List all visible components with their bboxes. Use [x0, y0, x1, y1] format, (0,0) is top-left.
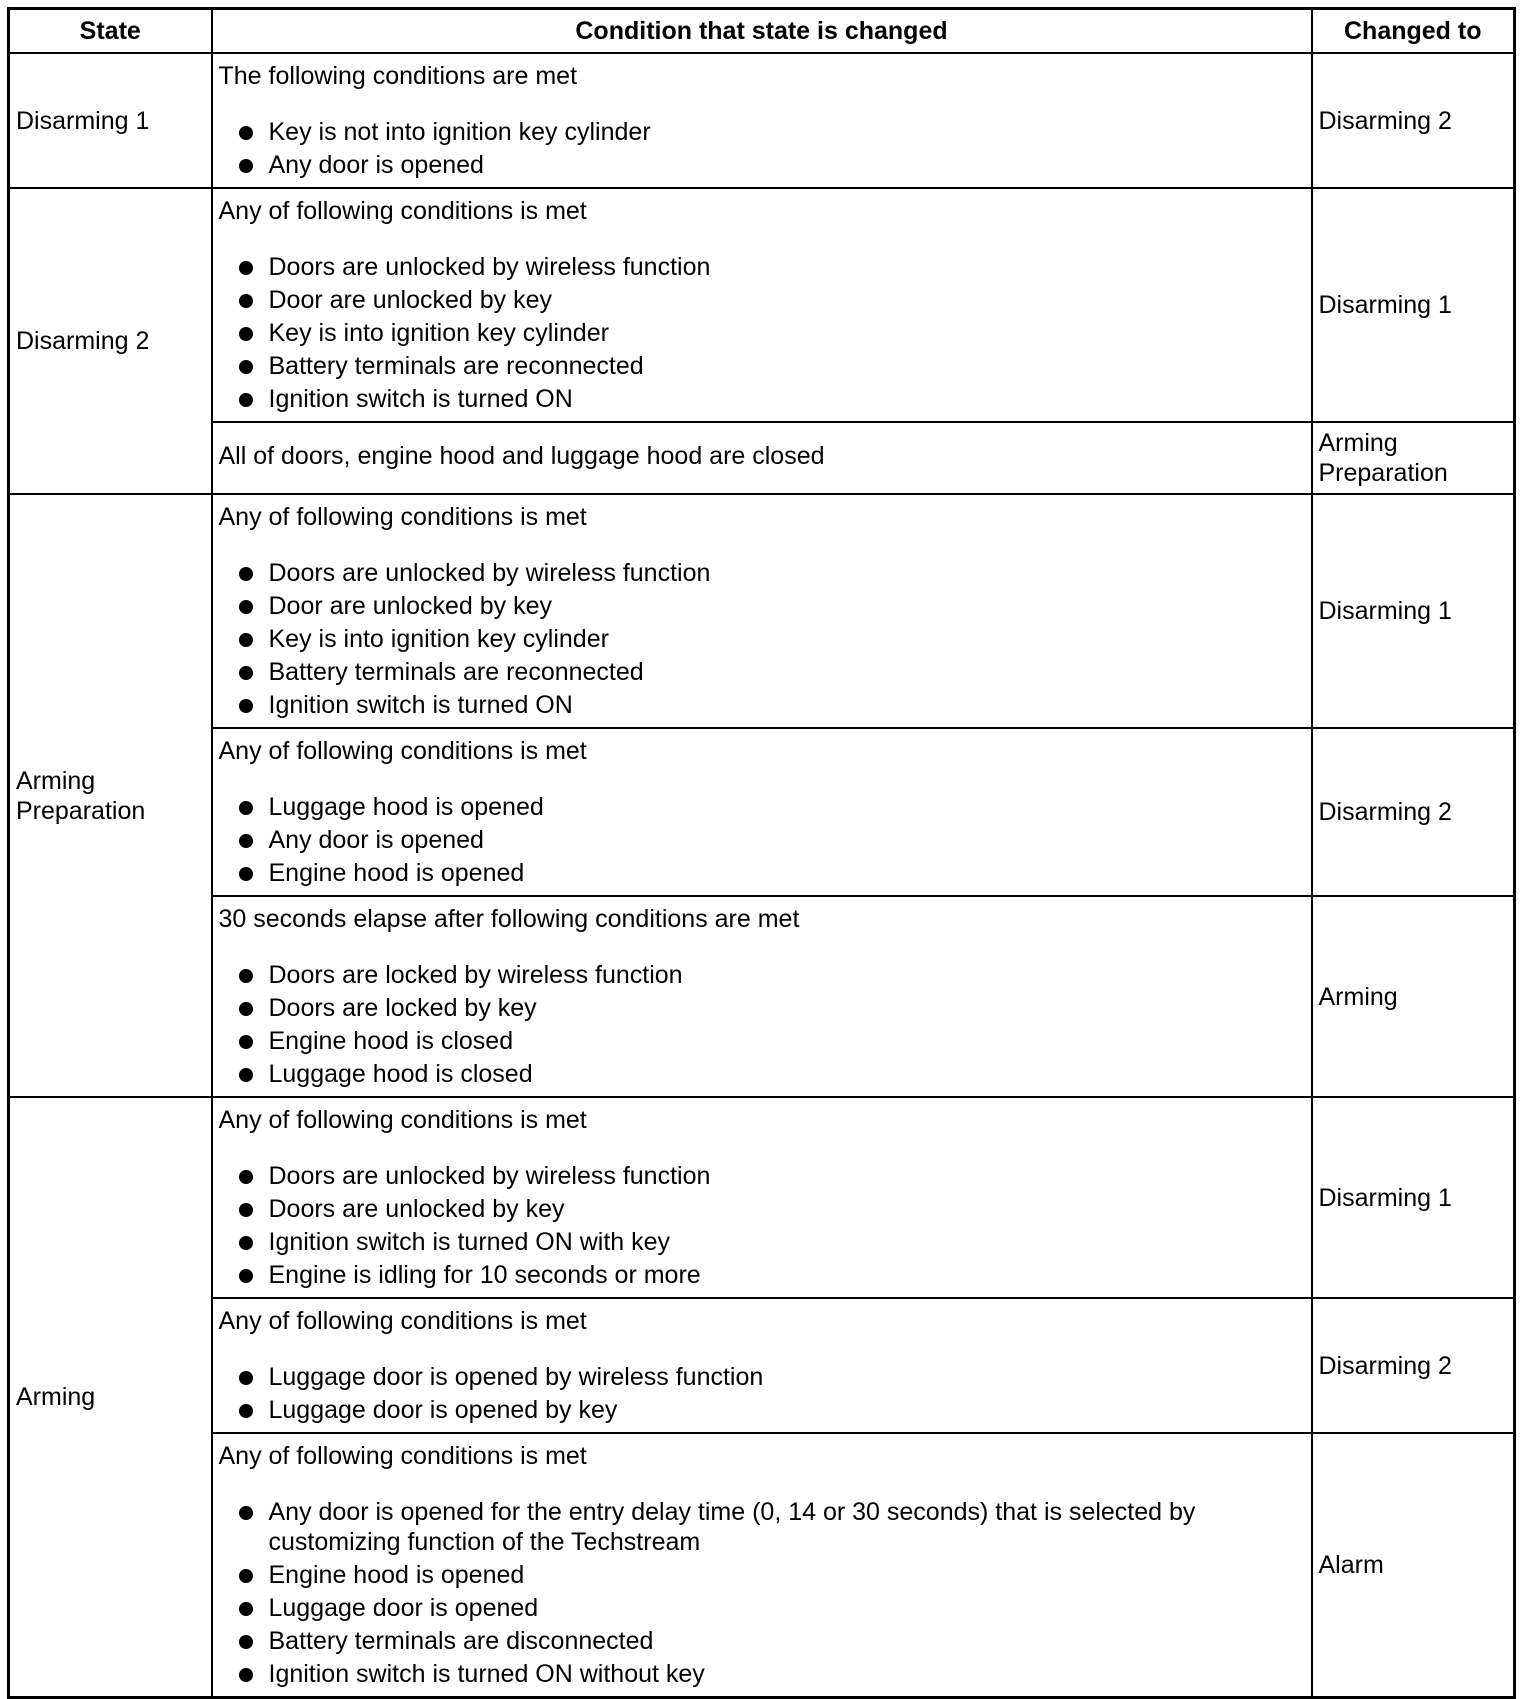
table-row [9, 422, 1515, 494]
condition-list [219, 1361, 1305, 1427]
changed-to-cell: Arming [1312, 896, 1515, 1097]
bullet-icon [239, 834, 253, 848]
condition-item-text: Any door is opened [268, 151, 484, 179]
condition-item-text: Battery terminals are reconnected [268, 658, 644, 686]
condition-item [219, 557, 1305, 590]
condition-item [219, 116, 1305, 149]
changed-to-cell: Disarming 2 [1312, 728, 1515, 896]
condition-item [219, 1025, 1305, 1058]
bullet-icon [239, 1668, 253, 1682]
condition-item [219, 1394, 1305, 1427]
bullet-icon [239, 1635, 253, 1649]
condition-item-text: Luggage hood is closed [268, 1060, 533, 1088]
header-changed-to: Changed to [1312, 9, 1515, 54]
changed-to-cell: Disarming 2 [1312, 53, 1515, 188]
condition-intro: All of doors, engine hood and luggage hood are closed [218, 441, 825, 470]
condition-item-text: Luggage hood is opened [268, 793, 544, 821]
bullet-icon [239, 1002, 253, 1016]
condition-item-text: Battery terminals are reconnected [268, 352, 644, 380]
condition-item [219, 1592, 1305, 1625]
condition-item [219, 1658, 1305, 1691]
condition-item-text: Engine hood is opened [268, 1561, 525, 1589]
condition-item [219, 1559, 1305, 1592]
condition-item [219, 1160, 1305, 1193]
condition-item-text: Doors are locked by wireless function [268, 961, 683, 989]
condition-intro: Any of following conditions is met [218, 1307, 587, 1335]
header-row [9, 9, 1515, 54]
wrapped-label: Arming [16, 766, 96, 795]
bullet-icon [239, 126, 253, 140]
changed-to-cell [1312, 422, 1515, 494]
condition-item-text: Any door is opened [268, 826, 484, 854]
table-row [9, 53, 1515, 188]
bullet-icon [239, 969, 253, 983]
condition-intro: Any of following conditions is met [218, 503, 587, 531]
condition-item-text: Doors are unlocked by wireless function [268, 1162, 711, 1190]
changed-to-cell: Disarming 1 [1312, 1097, 1515, 1298]
condition-item [219, 1058, 1305, 1091]
condition-list [219, 1160, 1305, 1292]
condition-item-text: Engine hood is opened [268, 859, 525, 887]
condition-item [219, 383, 1305, 416]
bullet-icon [239, 567, 253, 581]
bullet-icon [239, 867, 253, 881]
table-row [9, 728, 1515, 896]
bullet-icon [239, 360, 253, 374]
condition-intro: 30 seconds elapse after following conditions are met [218, 905, 800, 933]
bullet-icon [239, 600, 253, 614]
condition-intro: The following conditions are met [218, 62, 578, 90]
bullet-icon [239, 1404, 253, 1418]
condition-cell [212, 728, 1312, 896]
condition-item-text: Luggage door is opened by wireless function [268, 1363, 764, 1391]
bullet-icon [239, 1068, 253, 1082]
condition-item-text: Door are unlocked by key [268, 592, 552, 620]
condition-item-text: Engine hood is closed [268, 1027, 514, 1055]
condition-item [219, 824, 1305, 857]
bullet-icon [239, 393, 253, 407]
changed-to-cell: Alarm [1312, 1433, 1515, 1698]
condition-item [219, 1193, 1305, 1226]
condition-item-text: Doors are unlocked by wireless function [268, 253, 711, 281]
condition-item-text: Key is into ignition key cylinder [268, 625, 609, 653]
wrapped-label: Preparation [16, 796, 146, 825]
condition-item-text: Doors are unlocked by key [268, 1195, 565, 1223]
table-row [9, 896, 1515, 1097]
condition-cell [212, 1298, 1312, 1433]
condition-item [219, 1496, 1305, 1559]
condition-cell [212, 896, 1312, 1097]
condition-item [219, 1226, 1305, 1259]
changed-to-cell: Disarming 2 [1312, 1298, 1515, 1433]
condition-item-text: Doors are unlocked by wireless function [268, 559, 711, 587]
condition-item [219, 317, 1305, 350]
condition-item [219, 590, 1305, 623]
condition-list [219, 791, 1305, 890]
header-state: State [9, 9, 212, 54]
condition-item-text: Ignition switch is turned ON without key [268, 1660, 705, 1688]
bullet-icon [239, 1602, 253, 1616]
header-condition: Condition that state is changed [212, 9, 1312, 54]
bullet-icon [239, 633, 253, 647]
condition-item [219, 1625, 1305, 1658]
bullet-icon [239, 1170, 253, 1184]
bullet-icon [239, 159, 253, 173]
condition-item-text: Engine is idling for 10 seconds or more [268, 1261, 701, 1289]
condition-item-text: Doors are locked by key [268, 994, 537, 1022]
condition-list [219, 1496, 1305, 1691]
condition-item [219, 1361, 1305, 1394]
condition-item [219, 656, 1305, 689]
condition-item-text: Luggage door is opened by key [268, 1396, 618, 1424]
bullet-icon [239, 1035, 253, 1049]
condition-item-text: Door are unlocked by key [268, 286, 552, 314]
wrapped-label: Arming [1318, 429, 1398, 457]
condition-intro: Any of following conditions is met [218, 737, 587, 765]
condition-cell [212, 53, 1312, 188]
condition-item-text: Key is into ignition key cylinder [268, 319, 609, 347]
condition-item-text: Battery terminals are disconnected [268, 1627, 654, 1655]
condition-cell [212, 422, 1312, 494]
state-cell: Disarming 1 [9, 53, 212, 188]
table-body [9, 53, 1515, 1698]
bullet-icon [239, 801, 253, 815]
condition-item [219, 1259, 1305, 1292]
condition-item-text: Any door is opened for the entry delay time (0, 14 or 30 seconds) that is selected by customizing function of the Techstream [268, 1498, 1196, 1556]
bullet-icon [239, 327, 253, 341]
bullet-icon [239, 666, 253, 680]
table-row [9, 188, 1515, 422]
condition-item [219, 959, 1305, 992]
condition-intro: Any of following conditions is met [218, 1442, 587, 1470]
condition-item-text: Ignition switch is turned ON with key [268, 1228, 671, 1256]
state-transition-table [7, 7, 1516, 1699]
condition-list [219, 959, 1305, 1091]
state-cell: Disarming 2 [9, 188, 212, 494]
state-cell [9, 494, 212, 1097]
bullet-icon [239, 1371, 253, 1385]
condition-item [219, 689, 1305, 722]
condition-item [219, 992, 1305, 1025]
condition-item [219, 623, 1305, 656]
wrapped-label: Preparation [1318, 459, 1448, 487]
changed-to-cell: Disarming 1 [1312, 494, 1515, 728]
condition-item-text: Key is not into ignition key cylinder [268, 118, 651, 146]
bullet-icon [239, 1236, 253, 1250]
table-row [9, 1097, 1515, 1298]
bullet-icon [239, 1203, 253, 1217]
condition-intro: Any of following conditions is met [218, 1106, 587, 1134]
bullet-icon [239, 1506, 253, 1520]
condition-cell [212, 1097, 1312, 1298]
condition-list [219, 116, 1305, 182]
condition-intro: Any of following conditions is met [218, 197, 587, 225]
bullet-icon [239, 1569, 253, 1583]
condition-list [219, 251, 1305, 416]
condition-item [219, 284, 1305, 317]
condition-item [219, 791, 1305, 824]
condition-cell [212, 188, 1312, 422]
condition-item-text: Ignition switch is turned ON [268, 385, 573, 413]
condition-item [219, 350, 1305, 383]
table-row [9, 494, 1515, 728]
condition-list [219, 557, 1305, 722]
condition-item [219, 251, 1305, 284]
bullet-icon [239, 261, 253, 275]
state-cell: Arming [9, 1097, 212, 1698]
condition-item [219, 149, 1305, 182]
bullet-icon [239, 699, 253, 713]
condition-item [219, 857, 1305, 890]
changed-to-cell: Disarming 1 [1312, 188, 1515, 422]
condition-cell [212, 494, 1312, 728]
condition-item-text: Ignition switch is turned ON [268, 691, 573, 719]
bullet-icon [239, 1269, 253, 1283]
condition-item-text: Luggage door is opened [268, 1594, 539, 1622]
bullet-icon [239, 294, 253, 308]
table-row [9, 1298, 1515, 1433]
